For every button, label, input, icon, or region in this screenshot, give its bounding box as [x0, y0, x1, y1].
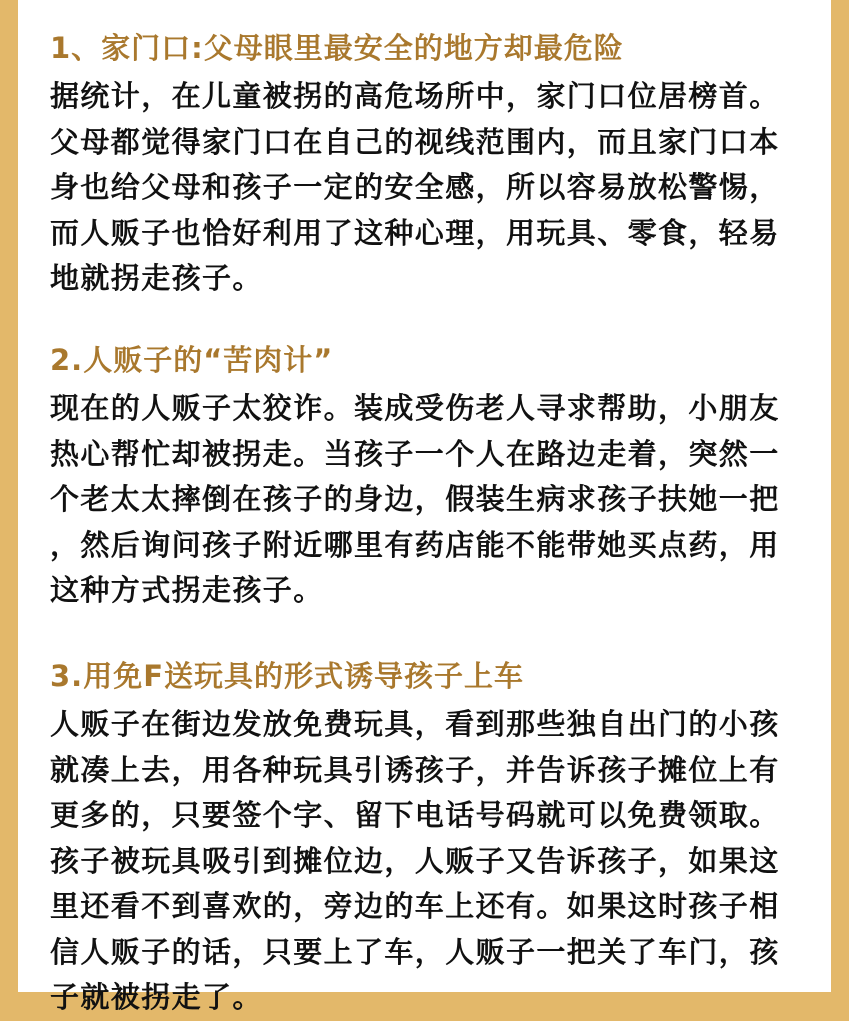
- body-line: 热心帮忙却被拐走。当孩子一个人在路边走着，突然一: [50, 436, 780, 471]
- body-line: 父母都觉得家门口在自己的视线范围内，而且家门口本: [50, 124, 780, 159]
- body-line: 地就拐走孩子。: [50, 261, 263, 295]
- body-line: 个老太太摔倒在孩子的身边，假装生病求孩子扶她一把: [50, 482, 780, 516]
- article-page: [18, 0, 831, 1014]
- section-sympathy-trick: [50, 340, 820, 614]
- section-body: [50, 74, 820, 302]
- body-line: 现在的人贩子太狡诈。装成受伤老人寻求帮助，小朋友: [50, 391, 780, 425]
- section-title: 3.用免F送玩具的形式诱导孩子上车: [50, 659, 525, 693]
- body-line: ，然后询问孩子附近哪里有药店能不能带她买点药，用: [50, 527, 780, 562]
- section-title: 1、家门口:父母眼里最安全的地方却最危险: [50, 31, 624, 65]
- body-line: 身也给父母和孩子一定的安全感，所以容易放松警惕，: [50, 170, 780, 204]
- body-line: 孩子被玩具吸引到摊位边，人贩子又告诉孩子，如果这: [50, 843, 780, 878]
- body-line: 人贩子在街边发放免费玩具，看到那些独自出门的小孩: [50, 707, 780, 741]
- body-line: 这种方式拐走孩子。: [50, 573, 324, 607]
- body-line: 而人贩子也恰好利用了这种心理，用玩具、零食，轻易: [50, 215, 780, 250]
- body-line: 据统计，在儿童被拐的高危场所中，家门口位居榜首。: [50, 79, 780, 113]
- section-title: 2.人贩子的“苦肉计”: [50, 343, 334, 377]
- body-line: 更多的，只要签个字、留下电话号码就可以免费领取。: [50, 798, 780, 832]
- section-body: [50, 386, 820, 614]
- body-line: 子就被拐走了。: [50, 980, 263, 1014]
- body-line: 就凑上去，用各种玩具引诱孩子，并告诉孩子摊位上有: [50, 752, 780, 787]
- section-doorstep: [50, 28, 820, 302]
- section-free-toys: [50, 656, 820, 1021]
- body-line: 里还看不到喜欢的，旁边的车上还有。如果这时孩子相: [50, 889, 780, 923]
- section-body: [50, 702, 820, 1021]
- body-line: 信人贩子的话，只要上了车，人贩子一把关了车门，孩: [50, 934, 780, 969]
